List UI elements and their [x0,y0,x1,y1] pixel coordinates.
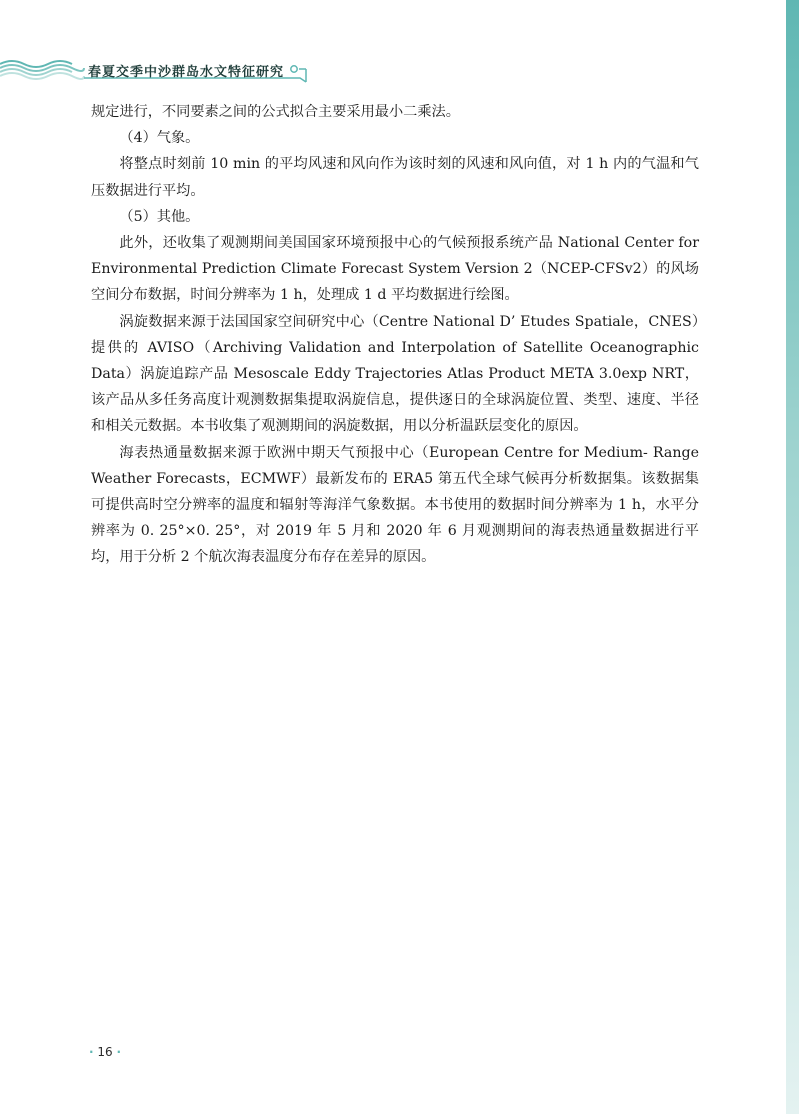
paragraph: 涡旋数据来源于法国国家空间研究中心（Centre National D’ Etudes Spatiale，CNES）提供的 AVISO（Archiving Validation and Interpolation of Satellite Oceanographic Data）涡旋追踪产品 Mesoscale Eddy Trajectories Atlas Product META 3.0exp NRT，该产品从多任务高度计观测数据集提取涡旋信息，提供逐日的全球涡旋位置、类型、速度、半径和相关元数据。本书收集了观测期间的涡旋数据，用以分析温跃层变化的原因。 [91,313,699,435]
paragraph: 海表热通量数据来源于欧洲中期天气预报中心（European Centre for Medium- Range Weather Forecasts，ECMWF）最新发布的 ERA5 第五代全球气候再分析数据集。该数据集可提供高时空分辨率的温度和辐射等海洋气象数据。本书使用的数据时间分辨率为 1 h，水平分辨率为 0. 25°×0. 25°，对 2019 年 5 月和 2020 年 6 月观测期间的海表热通量数据进行平均，用于分析 2 个航次海表温度分布存在差异的原因。 [91,444,699,566]
body-text [91,99,699,571]
running-header [0,56,320,86]
paragraph: 此外，还收集了观测期间美国国家环境预报中心的气候预报系统产品 National Center for Environmental Prediction Climate Forecast System Version 2（NCEP-CFSv2）的风场空间分布数据，时间分辨率为 1 h，处理成 1 d 平均数据进行绘图。 [91,235,699,304]
page-number [89,1045,121,1059]
paragraph: 规定进行，不同要素之间的公式拟合主要采用最小二乘法。 [91,104,460,120]
header-title: 春夏交季中沙群岛水文特征研究 [88,65,285,80]
page-number-value: 16 [97,1045,113,1059]
page-number-dot: · [116,1045,122,1059]
paragraph: 将整点时刻前 10 min 的平均风速和风向作为该时刻的风速和风向值，对 1 h 内的气温和气压数据进行平均。 [91,156,699,199]
paragraph: （5）其他。 [119,208,200,225]
page-edge-stripe [786,0,799,1114]
page-number-dot: · [89,1045,94,1059]
paragraph: （4）气象。 [119,130,200,147]
